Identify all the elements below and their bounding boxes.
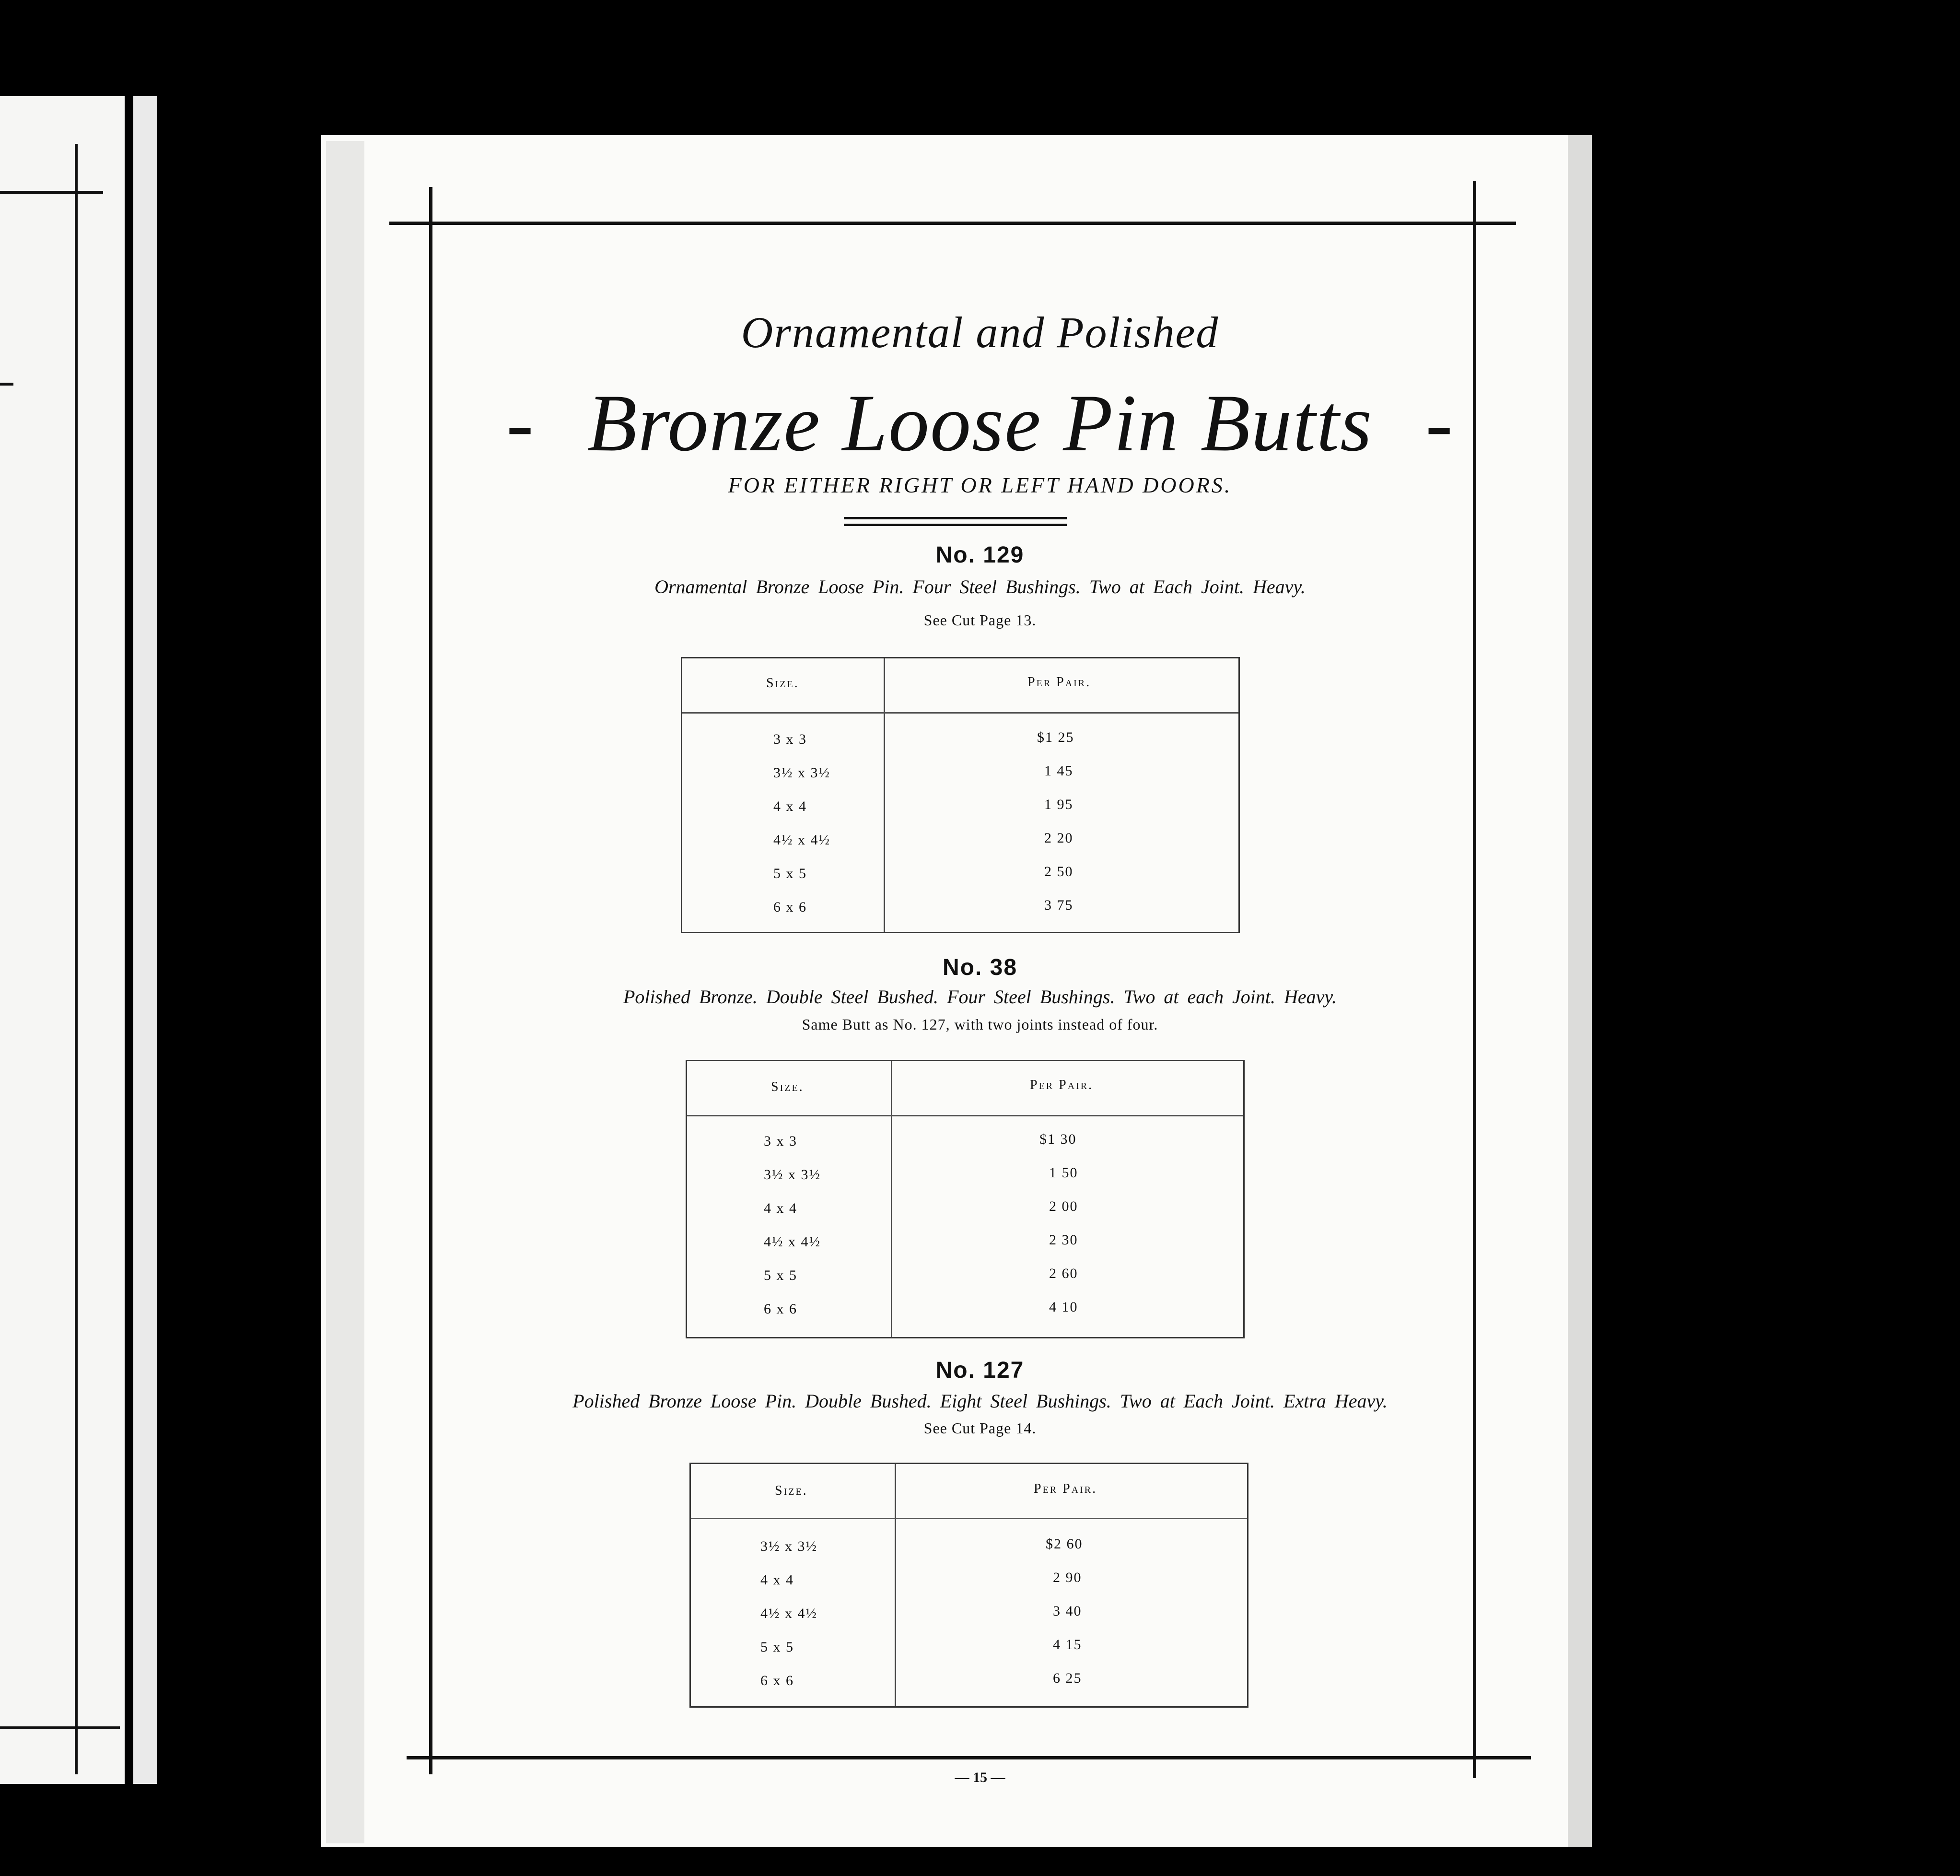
section-description: Ornamental Bronze Loose Pin. Four Steel Bushings. Two at Each Joint. Heavy. xyxy=(654,576,1306,598)
table-header-rule xyxy=(682,712,1238,714)
size-cell: 5 x 5 xyxy=(773,866,807,881)
page-title-text: Bronze Loose Pin Butts xyxy=(587,378,1373,468)
price-cell: 3 40 xyxy=(1053,1603,1082,1619)
price-table xyxy=(681,657,1240,933)
size-cell: 5 x 5 xyxy=(764,1267,797,1283)
size-cell: 6 x 6 xyxy=(760,1673,794,1688)
price-cell: 2 90 xyxy=(1053,1570,1082,1585)
frame-rule-top xyxy=(389,222,1516,225)
table-column-divider xyxy=(891,1061,892,1337)
price-cell: 2 00 xyxy=(1049,1198,1078,1214)
page-number: — 15 — xyxy=(955,1770,1005,1785)
section-note: See Cut Page 14. xyxy=(923,1419,1037,1437)
page-caption: FOR EITHER RIGHT OR LEFT HAND DOORS. xyxy=(728,473,1232,497)
price-table xyxy=(689,1463,1248,1708)
size-cell: 4 x 4 xyxy=(773,798,807,814)
section-description: Polished Bronze Loose Pin. Double Bushed. Eight Steel Bushings. Two at Each Joint. Extra Heavy. xyxy=(572,1390,1388,1412)
size-cell: 6 x 6 xyxy=(773,899,807,915)
left-page-rule-bottom xyxy=(0,1726,120,1729)
frame-rule-bottom xyxy=(407,1756,1531,1759)
title-dash-left: - xyxy=(506,378,535,468)
price-cell: $1 25 xyxy=(1037,729,1074,745)
price-cell: $2 60 xyxy=(1046,1536,1083,1552)
left-page-rule-top xyxy=(0,191,103,194)
section-description: Polished Bronze. Double Steel Bushed. Four Steel Bushings. Two at each Joint. Heavy. xyxy=(623,986,1337,1008)
size-cell: 5 x 5 xyxy=(760,1639,794,1655)
price-cell: 3 75 xyxy=(1044,897,1073,913)
size-cell: 4½ x 4½ xyxy=(760,1606,817,1621)
price-cell: 4 10 xyxy=(1049,1299,1078,1315)
price-column-header: Per Pair. xyxy=(1027,675,1091,690)
section-note: Same Butt as No. 127, with two joints instead of four. xyxy=(802,1016,1158,1033)
size-cell: 3 x 3 xyxy=(773,731,807,747)
size-cell: 4½ x 4½ xyxy=(773,832,830,848)
price-cell: $1 30 xyxy=(1039,1131,1077,1147)
price-cell: 1 50 xyxy=(1049,1165,1078,1181)
size-cell: 4½ x 4½ xyxy=(764,1234,821,1250)
price-column-header: Per Pair. xyxy=(1034,1481,1097,1496)
size-cell: 3½ x 3½ xyxy=(764,1167,821,1183)
table-header-rule xyxy=(691,1518,1247,1519)
size-cell: 6 x 6 xyxy=(764,1301,797,1317)
price-cell: 1 95 xyxy=(1044,797,1073,812)
size-cell: 3 x 3 xyxy=(764,1133,797,1149)
double-rule-top-line xyxy=(844,517,1067,519)
table-header-rule xyxy=(687,1115,1243,1116)
size-cell: 3½ x 3½ xyxy=(773,765,830,781)
size-column-header: Size. xyxy=(775,1483,808,1498)
price-cell: 6 25 xyxy=(1053,1670,1082,1686)
table-column-divider xyxy=(884,658,885,932)
section-note: See Cut Page 13. xyxy=(923,611,1037,629)
price-cell: 2 30 xyxy=(1049,1232,1078,1248)
page-subtitle: Ornamental and Polished xyxy=(741,308,1219,357)
price-cell: 4 15 xyxy=(1053,1637,1082,1653)
size-cell: 3½ x 3½ xyxy=(760,1538,817,1554)
double-rule-bottom-line xyxy=(844,524,1067,526)
price-cell: 1 45 xyxy=(1044,763,1073,779)
size-cell: 4 x 4 xyxy=(764,1200,797,1216)
price-cell: 2 60 xyxy=(1049,1266,1078,1281)
section-number: No. 127 xyxy=(935,1358,1025,1383)
size-column-header: Size. xyxy=(766,676,799,691)
price-cell: 2 20 xyxy=(1044,830,1073,846)
page-title xyxy=(0,376,1960,470)
section-number: No. 38 xyxy=(942,955,1018,980)
section-number: No. 129 xyxy=(935,542,1025,568)
price-cell: 2 50 xyxy=(1044,864,1073,879)
size-cell: 4 x 4 xyxy=(760,1572,794,1588)
size-column-header: Size. xyxy=(771,1079,804,1094)
title-dash-right: - xyxy=(1425,378,1454,468)
price-table xyxy=(686,1060,1245,1338)
table-column-divider xyxy=(895,1464,896,1706)
price-column-header: Per Pair. xyxy=(1030,1078,1094,1092)
